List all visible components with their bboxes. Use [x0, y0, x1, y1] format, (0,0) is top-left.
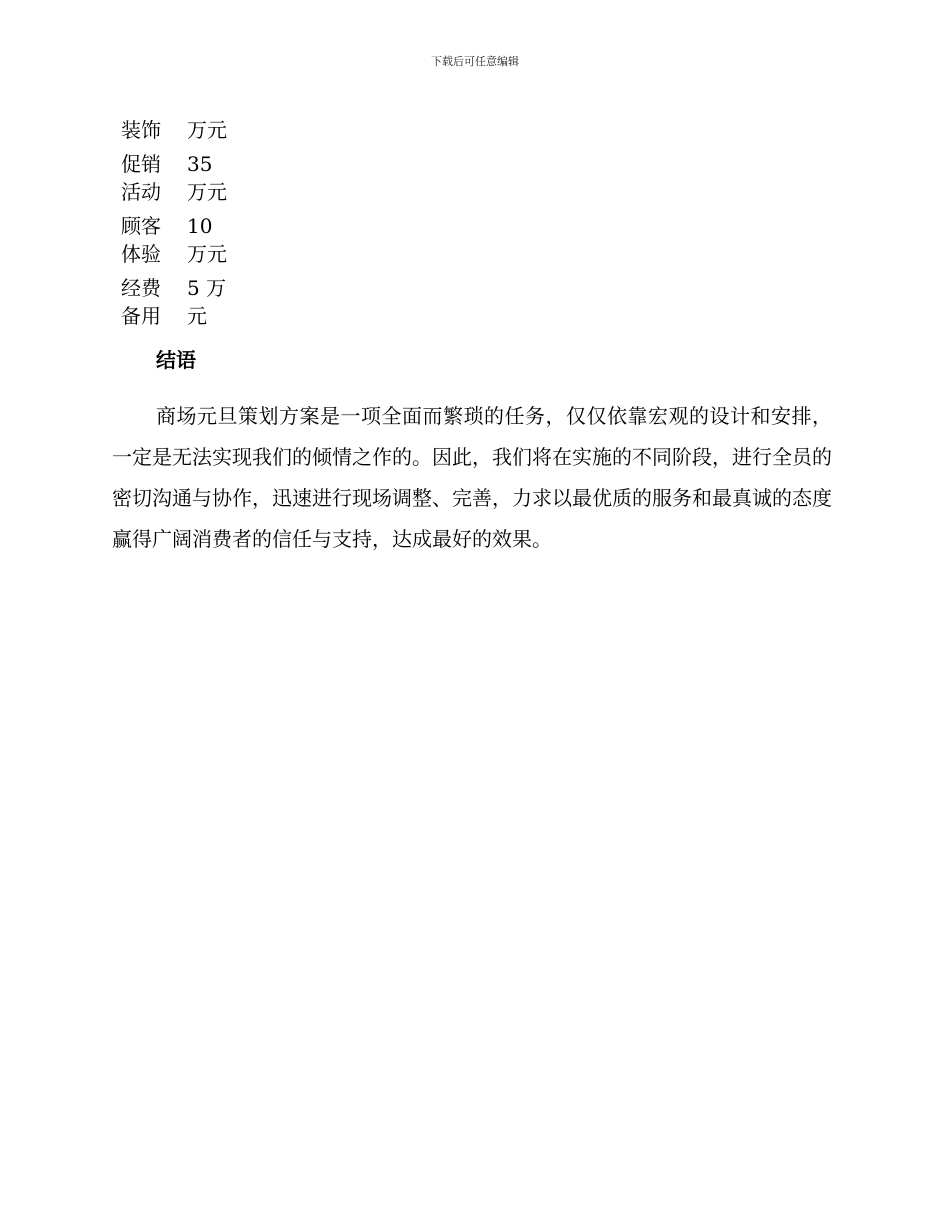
section-heading: 结语: [156, 348, 196, 372]
budget-amount-text: 35: [187, 152, 213, 176]
budget-amount-text: 万元: [187, 242, 227, 266]
budget-amount-cell: [187, 206, 257, 268]
budget-item-cell: [112, 116, 187, 144]
budget-table: [112, 116, 257, 330]
budget-amount-cell: [187, 116, 257, 144]
table-row: [112, 206, 257, 268]
budget-amount-text: 万元: [187, 180, 227, 204]
conclusion-paragraph: 商场元旦策划方案是一项全面而繁琐的任务，仅仅依靠宏观的设计和安排，一定是无法实现我们的倾情之作的。因此，我们将在实施的不同阶段，进行全员的密切沟通与协作，迅速进行现场调整、完善，力求以最优质的服务和最真诚的态度赢得广阔消费者的信任与支持，达成最好的效果。: [112, 404, 832, 551]
budget-amount-text: 5 万: [187, 276, 227, 300]
table-row: [112, 268, 257, 330]
budget-amount-text: 元: [187, 304, 207, 328]
budget-amount-cell: [187, 144, 257, 206]
budget-item-cell: [112, 144, 187, 206]
budget-item-text: 备用: [121, 304, 161, 328]
table-row: [112, 116, 257, 144]
budget-amount-cell: [187, 268, 257, 330]
page-header: 下载后可任意编辑: [431, 55, 519, 68]
budget-item-text: 体验: [121, 242, 161, 266]
budget-item-text: 促销: [121, 152, 161, 176]
budget-amount-text: 万元: [187, 118, 227, 142]
budget-item-cell: [112, 206, 187, 268]
table-row: [112, 144, 257, 206]
budget-item-text: 装饰: [121, 118, 161, 142]
budget-item-text: 顾客: [121, 214, 161, 238]
budget-amount-text: 10: [187, 214, 213, 238]
budget-item-text: 经费: [121, 276, 161, 300]
budget-item-cell: [112, 268, 187, 330]
budget-item-text: 活动: [121, 180, 161, 204]
